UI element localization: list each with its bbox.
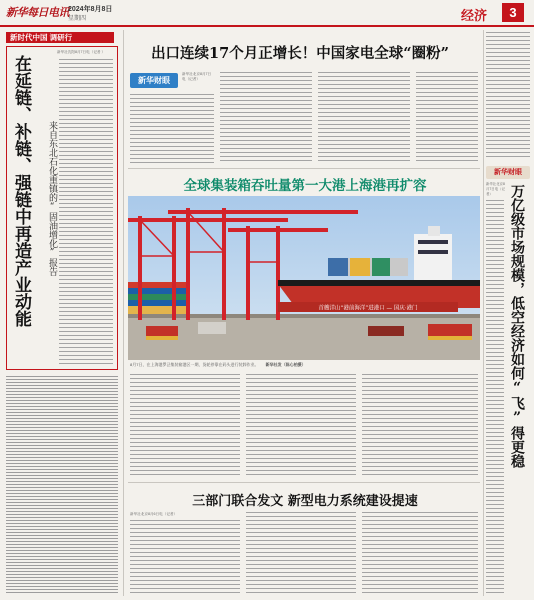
top-story-col4	[416, 72, 478, 164]
masthead-logo: 新华每日电讯	[6, 6, 69, 19]
left-story-headline: 在延链、补链、强链中再造产业动能	[11, 55, 31, 327]
column-tag	[6, 32, 114, 43]
column-divider-right	[483, 30, 484, 596]
top-story-col2	[220, 72, 312, 164]
top-story-rule	[128, 168, 480, 169]
photo-story-col2	[246, 374, 356, 478]
port-photo-image	[128, 196, 480, 360]
masthead-weekday: 星期四	[68, 16, 87, 22]
right-story-body-top	[486, 32, 530, 160]
right-story-badge-text: 新华财眼	[494, 169, 522, 176]
top-story-byline: 新华社北京8月7日电（记者）	[182, 72, 212, 81]
bottom-story-rule	[128, 482, 480, 483]
section-title: 经济	[461, 8, 488, 23]
column-divider-left	[123, 30, 124, 596]
port-photo	[128, 196, 480, 360]
left-story-subheadline: 来自东北石化重镇的“固油增化”报告	[47, 121, 57, 276]
top-story-badge-text: 新华财眼	[138, 76, 170, 85]
bottom-story-col1	[130, 520, 240, 594]
bottom-story-col3	[362, 512, 478, 594]
page-number	[502, 3, 524, 22]
right-story-headline: 万亿级市场规模，低空经济如何“飞”得更稳	[509, 184, 525, 468]
right-story-byline: 新华社北京8月7日电（记者）	[486, 182, 505, 196]
masthead-rule	[0, 25, 534, 27]
masthead-date: 2024年8月8日	[68, 6, 113, 13]
left-story-body	[59, 59, 113, 365]
left-story-byline: 新华社沈阳8月7日电（记者 ）	[57, 50, 106, 54]
photo-caption-text: 8月7日，在上海港罗泾集装箱港区一期，货轮停靠在码头进行装卸作业。	[130, 362, 259, 367]
bottom-story-col2	[246, 512, 356, 594]
right-story-badge	[486, 166, 530, 179]
ship-banner-text: 首艘洋山“港前海洋”进港口 — 国庆·港门	[318, 305, 418, 312]
page-number-text: 3	[509, 5, 517, 20]
top-story-headline: 出口连续17个月正增长！中国家电全球“圈粉”	[151, 45, 449, 62]
photo-story-col1	[130, 374, 240, 478]
right-story-body	[486, 200, 504, 594]
photo-credit: 新华社发（陈心柏摄）	[265, 362, 306, 367]
container-stacks	[128, 282, 188, 314]
top-story-col1	[130, 94, 214, 164]
top-story-col3	[318, 72, 410, 164]
photo-story-col3	[362, 374, 478, 478]
bottom-story-byline: 新华社北京8月6日电（记者）	[130, 512, 178, 516]
left-story	[6, 46, 118, 370]
left-story-body-lower	[6, 376, 118, 594]
masthead	[0, 0, 534, 24]
column-tag-label: 新时代中国 调研行	[10, 33, 73, 42]
bottom-story-headline: 三部门联合发文 新型电力系统建设提速	[192, 494, 418, 509]
photo-story-headline: 全球集装箱吞吐量第一大港上海港再扩容	[183, 178, 427, 194]
top-story-badge	[130, 73, 178, 88]
photo-caption	[130, 362, 478, 368]
